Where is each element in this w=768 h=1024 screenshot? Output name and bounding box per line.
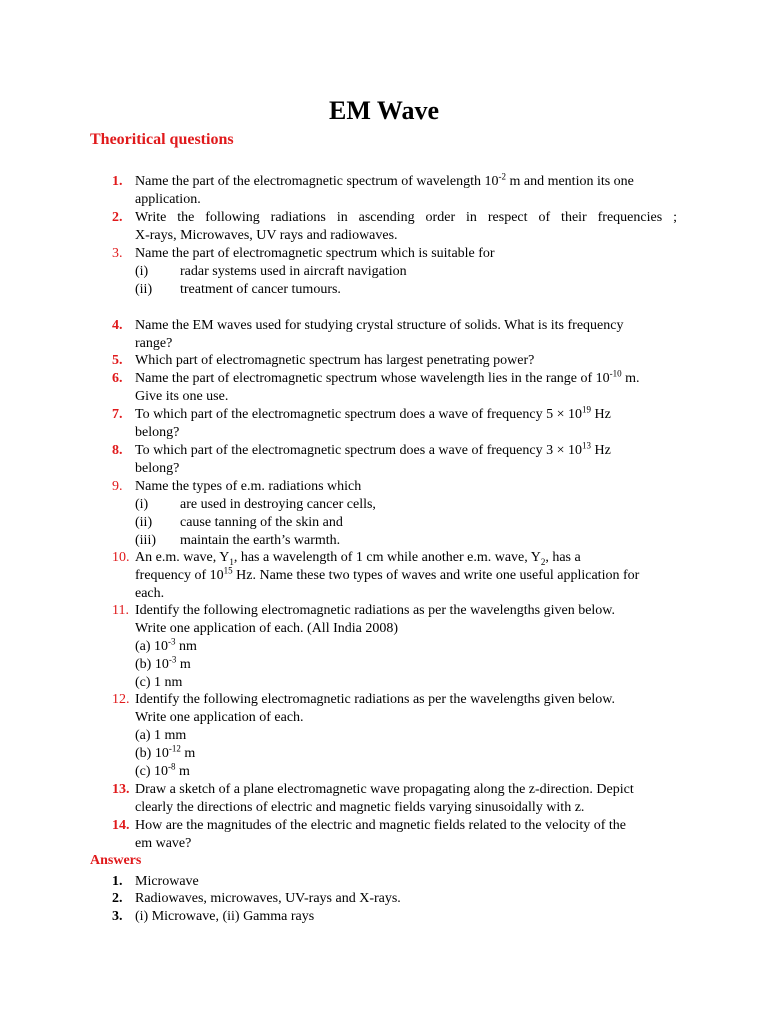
document-title: EM Wave [328, 96, 440, 125]
question-number: 14. [112, 818, 130, 833]
question-number: 7. [112, 407, 123, 422]
question-text: Draw a sketch of a plane electromagnetic wave propagating along the z-direction. Depict [135, 782, 634, 797]
question-text: range? [135, 336, 173, 351]
answer-text: (i) Microwave, (ii) Gamma rays [135, 909, 315, 924]
subscript: 2 [540, 556, 546, 567]
question-text: m. [621, 371, 640, 386]
answer-text: Microwave [135, 874, 199, 889]
question-number: 9. [112, 479, 123, 494]
document-page: EM Wave Theoritical questions 1. Name the part of the electromagnetic spectrum of wavelength $10^{-2}$ m and mention its one application. 2. Write the following radiations in ascending order in respect of their frequencies ; X-rays, Microwaves, UV rays and radiowaves. 3. Name the part of electromagnetic spectrum which is suitable for (i) radar systems used in aircraft navigation (ii) treatment of cancer tumours. 4. Name the EM waves used for studying crystal structure of solids. What is its frequency range? 5. Which part of electromagnetic spectrum has largest penetrating power? 6. Name the part of electromagnetic spectrum whose wavelength lies in the range of $10^{-10}$ m. Give its one use. 7. To which part of the electromagnetic spectrum does a wave of frequency $5 \times 10^{19}$ Hz belong? 8. To which part of the electromagnetic spectrum does a wave of frequency $3 \times 10^{13}$ Hz belong? 9. Name the types of e.m. radiations which (i) are used in destroying cancer cells, (ii) cause tanning of the skin and (iii) maintain the earth’s warmth. 10. An e.m. wave, $Y_1$, has a wavelength of 1 cm while another e.m. wave, $Y_2$, has a frequency of $10^{15}$ Hz. Name these two types of waves and write one useful application for each. 11. Identify the following electromagnetic radiations as per the wavelengths given below. Write one application of each. (All India 2008) (a) $10^{-3}$ nm (b) $10^{-3}$ m (c) 1 nm 12. Identify the following electromagnetic radiations as per the wavelengths given below. Write one application of each. (a) 1 mm (b) $10^{-12}$ m (c) $10^{-8}$ m 13. Draw a sketch of a plane electromagnetic wave propagating along the z-direction. Depict clearly the directions of electric and magnetic fields varying sinusoidally with z. 14. How are the magnitudes of the electric and magnetic fields related to the velocity of the em wave? Answers 1. Microwave 2. Radiowaves, microwaves, UV-rays and X-rays. 3. (i) Microwave, (ii) Gamma rays [0, 0, 768, 1024]
answer-text: Radiowaves, microwaves, UV-rays and X-rays. [135, 891, 401, 906]
question-text: Hz [590, 443, 611, 458]
question-text: Name the part of electromagnetic spectrum which is suitable for [135, 246, 495, 261]
sub-item: (iii) maintain the earth’s warmth. [135, 533, 341, 548]
question-text: belong? [135, 425, 180, 440]
question-text: Identify the following electromagnetic radiations as per the wavelengths given below. [135, 692, 615, 707]
superscript: 19 [581, 404, 591, 415]
superscript: 13 [581, 440, 591, 451]
question-number: 8. [112, 443, 123, 458]
sub-item: (i) are used in destroying cancer cells, [135, 497, 376, 512]
question-text: application. [135, 192, 201, 207]
question-text: Name the EM waves used for studying crystal structure of solids. What is its frequency [135, 318, 624, 333]
sub-item: (ii) cause tanning of the skin and [135, 515, 343, 530]
question-text: To which part of the electromagnetic spectrum does a wave of frequency 5 × 10 [135, 407, 582, 422]
option: (b) $10^{-12}$ m [135, 743, 196, 761]
sub-item: (ii) treatment of cancer tumours. [135, 282, 341, 297]
question-number: 10. [112, 550, 130, 565]
question-text: belong? [135, 461, 180, 476]
answer-number: 3. [112, 909, 123, 924]
question-number: 12. [112, 692, 130, 707]
question-text: Write one application of each. (All India 2008) [135, 621, 399, 636]
question-text: Write the following radiations in ascending order in respect of their frequencies ; [135, 210, 677, 225]
question-number: 3. [112, 246, 123, 261]
answer-number: 1. [112, 874, 123, 889]
question-text: How are the magnitudes of the electric and magnetic fields related to the velocity of the [135, 818, 626, 833]
superscript: 15 [223, 565, 233, 576]
section-heading-answers: Answers [90, 853, 142, 868]
question-text: To which part of the electromagnetic spectrum does a wave of frequency 3 × 10 [135, 443, 582, 458]
question-number: 13. [112, 782, 130, 797]
question-number: 11. [112, 603, 129, 618]
question-text: Write one application of each. [135, 710, 304, 725]
question-text: Hz [590, 407, 611, 422]
sub-item: (i) radar systems used in aircraft navigation [135, 264, 407, 279]
question-text: Identify the following electromagnetic radiations as per the wavelengths given below. [135, 603, 615, 618]
question-text: each. [135, 586, 165, 601]
question-number: 5. [112, 353, 123, 368]
question-text: Name the part of electromagnetic spectrum whose wavelength lies in the range of 10 [135, 371, 610, 386]
option: (b) $10^{-3}$ m [135, 654, 191, 672]
question-number: 4. [112, 318, 123, 333]
question-number: 6. [112, 371, 123, 386]
option: (c) 1 nm [135, 675, 183, 690]
question-text: Give its one use. [135, 389, 229, 404]
answer-number: 2. [112, 891, 123, 906]
option: (a) 1 mm [135, 728, 187, 743]
question-text: Which part of electromagnetic spectrum has largest penetrating power? [135, 353, 535, 368]
superscript: -10 [609, 368, 622, 379]
question-text: m and mention its one [505, 174, 634, 189]
question-text: em wave? [135, 836, 192, 851]
question-number: 1. [112, 174, 123, 189]
question-number: 2. [112, 210, 123, 225]
subscript: 1 [229, 556, 234, 567]
section-heading-questions: Theoritical questions [90, 131, 234, 148]
question-text: X-rays, Microwaves, UV rays and radiowaves. [135, 228, 398, 243]
superscript: -2 [498, 171, 506, 182]
question-text: clearly the directions of electric and magnetic fields varying sinusoidally with z. [135, 800, 585, 815]
option: (c) $10^{-8}$ m [135, 761, 190, 779]
option: (a) $10^{-3}$ nm [135, 636, 197, 654]
question-text: Name the types of e.m. radiations which [135, 479, 362, 494]
question-text: Name the part of the electromagnetic spectrum of wavelength 10 [135, 174, 499, 189]
